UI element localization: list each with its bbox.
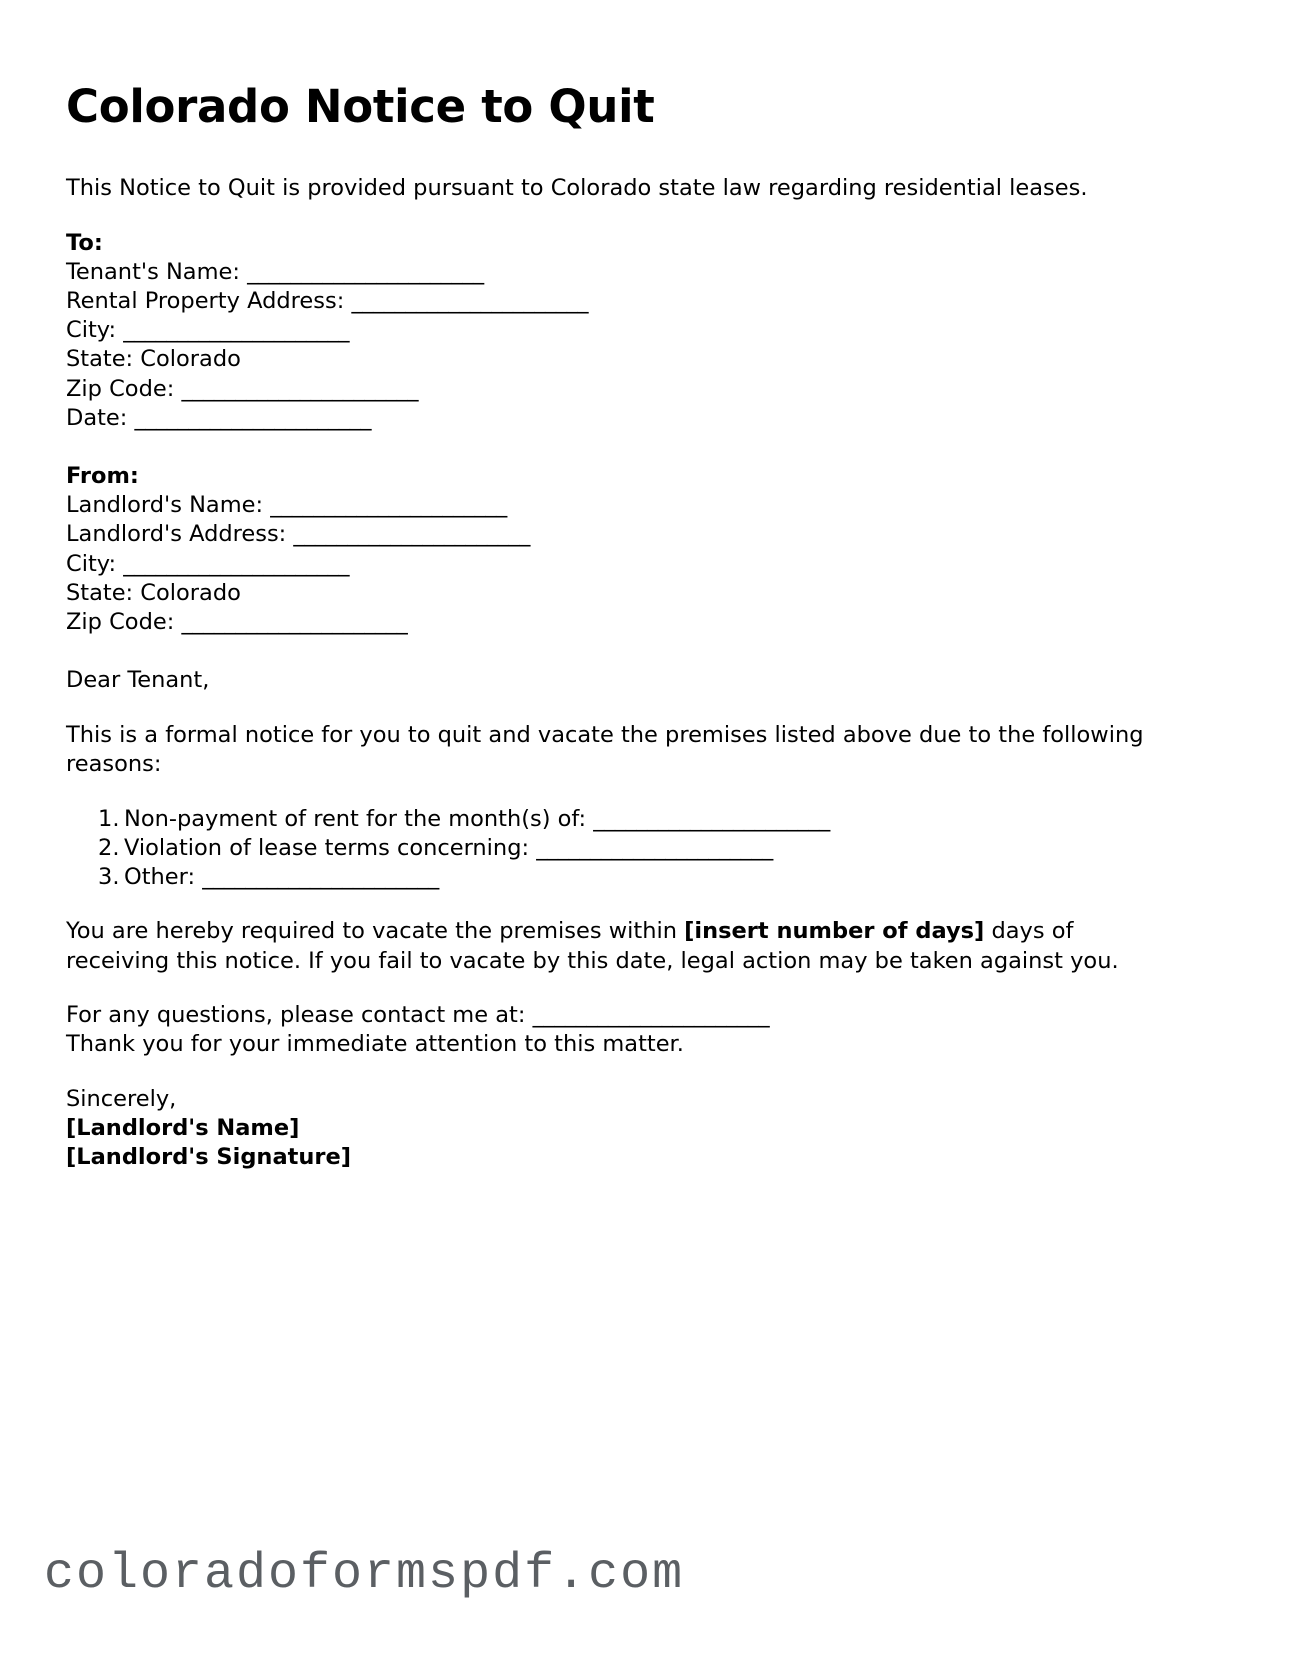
- field-blank[interactable]: _____________________: [181, 608, 408, 635]
- vacate-text-after: days of receiving this notice. If you fail to vacate by this date, legal action may be taken against you.: [66, 918, 1119, 974]
- intro-paragraph: This Notice to Quit is provided pursuant to Colorado state law regarding residential leases.: [66, 175, 1088, 201]
- reason-number: 2.: [98, 834, 120, 861]
- field-label: Zip Code:: [66, 375, 175, 402]
- closing-landlord-name: [Landlord's Name]: [66, 1114, 300, 1141]
- to-field-zip: [66, 375, 1151, 404]
- spacer: [66, 433, 1151, 462]
- field-label: Landlord's Address:: [66, 521, 287, 548]
- contact-block: [66, 1001, 1151, 1059]
- spacer: [66, 1060, 1151, 1085]
- vacate-text-before: You are hereby required to vacate the premises within: [66, 918, 685, 945]
- to-field-date: [66, 404, 1151, 433]
- field-label: Landlord's Name:: [66, 492, 264, 519]
- site-watermark: coloradoformspdf.com: [44, 1546, 685, 1603]
- reason-text: Violation of lease terms concerning:: [124, 834, 530, 861]
- document-content: [66, 78, 1151, 1172]
- reason-blank[interactable]: ______________________: [593, 805, 830, 832]
- spacer: [66, 976, 1151, 1001]
- spacer: [66, 696, 1151, 721]
- from-field-zip: [66, 608, 1151, 637]
- contact-blank[interactable]: ______________________: [532, 1002, 770, 1029]
- to-heading: To:: [66, 229, 103, 256]
- reason-number: 3.: [98, 864, 120, 891]
- reason-item: [98, 863, 1151, 892]
- field-label: State: Colorado: [66, 346, 241, 373]
- contact-label: For any questions, please contact me at:: [66, 1002, 526, 1029]
- from-field-landlord-name: [66, 491, 1151, 520]
- from-field-city: [66, 550, 1151, 579]
- field-blank[interactable]: ______________________: [181, 375, 418, 402]
- field-label: State: Colorado: [66, 579, 241, 606]
- field-blank[interactable]: ______________________: [247, 258, 484, 285]
- reason-text: Non-payment of rent for the month(s) of:: [124, 805, 587, 832]
- closing-block: [66, 1085, 1151, 1173]
- page-title: Colorado Notice to Quit: [66, 80, 655, 133]
- reason-number: 1.: [98, 805, 120, 832]
- thanks-line: Thank you for your immediate attention to this matter.: [66, 1031, 684, 1058]
- field-label: Tenant's Name:: [66, 258, 240, 285]
- field-label: Zip Code:: [66, 608, 175, 635]
- field-label: Date:: [66, 404, 128, 431]
- reason-text: Other:: [124, 864, 196, 891]
- to-section: [66, 229, 1151, 433]
- notice-body-paragraph: This is a formal notice for you to quit and vacate the premises listed above due to the following reasons:: [66, 721, 1144, 778]
- field-blank[interactable]: ______________________: [351, 287, 588, 314]
- field-blank[interactable]: ______________________: [293, 521, 530, 548]
- spacer: [66, 204, 1151, 229]
- days-placeholder: [insert number of days]: [684, 918, 985, 945]
- salutation: Dear Tenant,: [66, 667, 210, 694]
- closing-sincerely: Sincerely,: [66, 1085, 177, 1112]
- to-field-state: [66, 345, 1151, 374]
- field-label: City:: [66, 550, 117, 577]
- spacer: [66, 780, 1151, 805]
- from-section: [66, 462, 1151, 637]
- field-blank[interactable]: ______________________: [134, 404, 372, 431]
- to-field-rental-address: [66, 287, 1151, 316]
- reasons-list: [66, 805, 1151, 893]
- contact-line: [66, 1001, 1151, 1030]
- reason-item: [98, 834, 1151, 863]
- from-field-landlord-address: [66, 520, 1151, 549]
- reason-blank[interactable]: ______________________: [202, 864, 439, 891]
- to-field-tenant-name: [66, 258, 1151, 287]
- field-blank[interactable]: _____________________: [123, 317, 349, 344]
- from-field-state: [66, 579, 1151, 608]
- field-blank[interactable]: ______________________: [270, 492, 507, 519]
- reason-item: [98, 805, 1151, 834]
- spacer: [66, 637, 1151, 666]
- field-label: Rental Property Address:: [66, 287, 345, 314]
- reason-blank[interactable]: ______________________: [536, 834, 773, 861]
- to-field-city: [66, 316, 1151, 345]
- closing-landlord-signature: [Landlord's Signature]: [66, 1144, 352, 1171]
- from-heading: From:: [66, 462, 139, 489]
- spacer: [66, 892, 1151, 917]
- field-blank[interactable]: _____________________: [123, 550, 349, 577]
- vacate-notice-paragraph: [66, 917, 1151, 976]
- field-label: City:: [66, 317, 117, 344]
